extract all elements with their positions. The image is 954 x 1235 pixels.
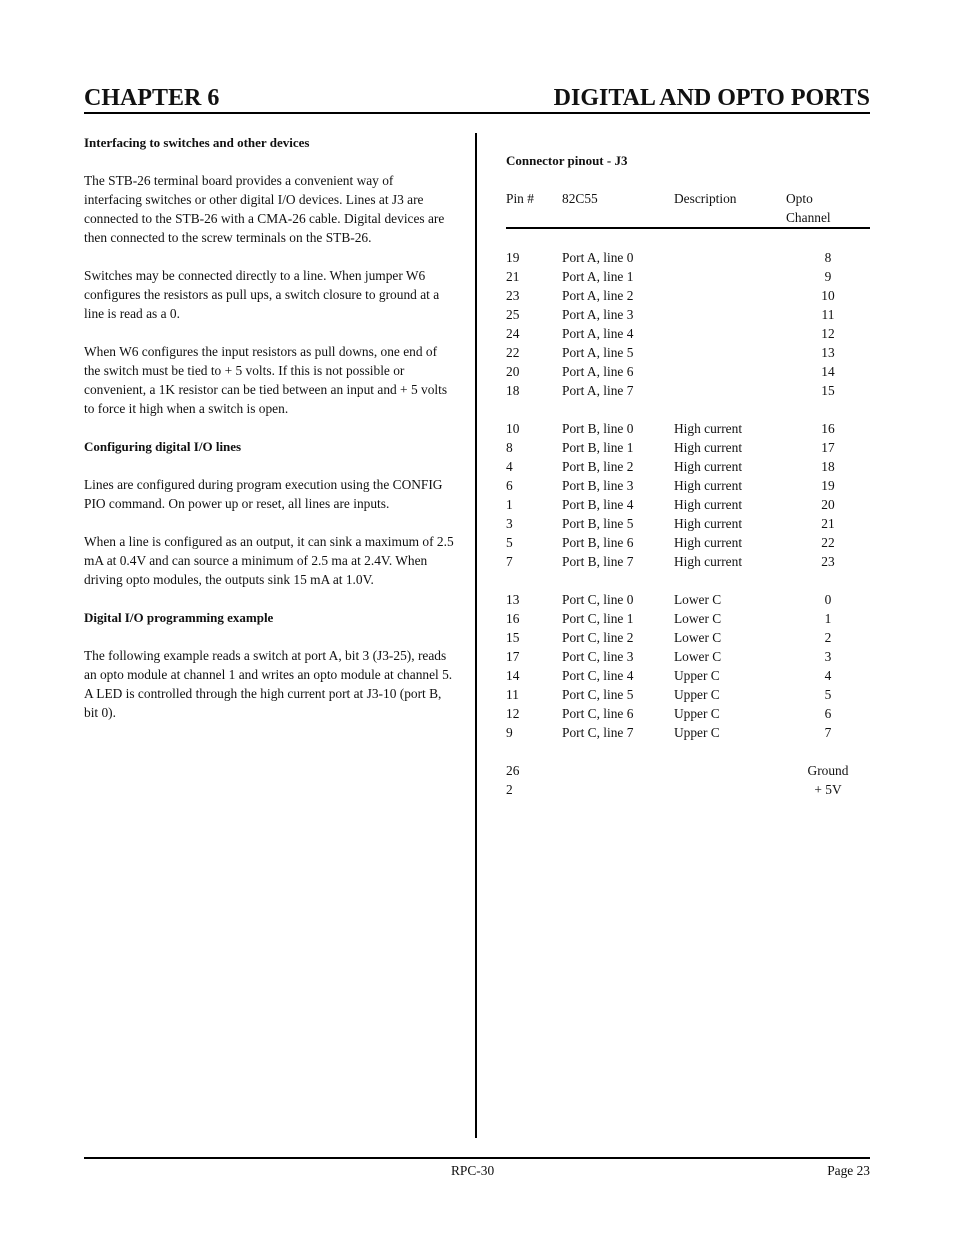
description-cell	[674, 780, 786, 799]
pin-cell: 7	[506, 554, 513, 569]
pin-cell: 23	[506, 288, 520, 303]
port-cell: Port A, line 5	[562, 345, 634, 360]
opto-channel-cell: 22	[821, 535, 835, 550]
opto-channel-cell: 10	[821, 288, 835, 303]
description-cell: High current	[674, 440, 743, 455]
pin-cell: 21	[506, 269, 520, 284]
description-cell	[674, 343, 786, 362]
description-cell: High current	[674, 497, 743, 512]
pin-cell: 3	[506, 516, 513, 531]
pinout-row	[506, 324, 870, 343]
opto-channel-cell: 18	[821, 459, 835, 474]
port-cell: Port B, line 6	[562, 535, 634, 550]
pinout-row	[506, 533, 870, 552]
port-cell: Port A, line 7	[562, 383, 634, 398]
port-cell: Port B, line 0	[562, 421, 634, 436]
column-header-opto-channel	[786, 189, 870, 228]
description-cell: High current	[674, 516, 743, 531]
description-cell	[674, 286, 786, 305]
port-cell	[562, 761, 674, 780]
section-heading-interfacing: Interfacing to switches and other devices	[84, 135, 310, 150]
opto-channel-cell: 17	[821, 440, 835, 455]
pinout-row	[506, 628, 870, 647]
opto-channel-cell: 11	[821, 307, 835, 322]
description-cell	[674, 267, 786, 286]
description-cell: High current	[674, 535, 743, 550]
opto-channel-cell: 14	[821, 364, 835, 379]
description-cell: Upper C	[674, 687, 720, 702]
column-header-channel: Channel	[786, 210, 831, 225]
opto-channel-cell: 20	[821, 497, 835, 512]
port-cell: Port A, line 2	[562, 288, 634, 303]
pinout-row	[506, 495, 870, 514]
pin-cell: 16	[506, 611, 520, 626]
port-cell: Port B, line 4	[562, 497, 634, 512]
pinout-row	[506, 438, 870, 457]
pinout-row	[506, 780, 870, 799]
opto-channel-cell: 2	[824, 630, 832, 645]
opto-channel-cell: 1	[824, 611, 832, 626]
pin-cell: 18	[506, 383, 520, 398]
pinout-row	[506, 552, 870, 571]
description-cell: Upper C	[674, 706, 720, 721]
pin-cell: 11	[506, 687, 519, 702]
opto-channel-cell: 13	[821, 345, 835, 360]
port-cell: Port C, line 5	[562, 687, 634, 702]
opto-channel-cell: 3	[824, 649, 832, 664]
port-cell: Port B, line 7	[562, 554, 634, 569]
paragraph-stb26: The STB-26 terminal board provides a convenient way of interfacing switches or other digital I/O devices. Lines at J3 are connected to the STB-26 with a CMA-26 cable. Digital devices are then connected to the screw terminals on the STB-26.	[84, 173, 445, 245]
pinout-body	[506, 228, 870, 799]
port-cell: Port A, line 1	[562, 269, 634, 284]
pin-cell: 8	[506, 440, 513, 455]
pin-cell: 6	[506, 478, 513, 493]
opto-channel-cell: 19	[821, 478, 835, 493]
description-cell: Upper C	[674, 668, 720, 683]
column-header-description: Description	[674, 191, 737, 206]
pinout-row	[506, 362, 870, 381]
description-cell	[674, 324, 786, 343]
group-spacer	[506, 228, 870, 248]
pin-cell: 5	[506, 535, 513, 550]
pin-cell: 26	[506, 763, 520, 778]
opto-channel-cell: 5	[824, 687, 832, 702]
description-cell	[674, 381, 786, 400]
pin-cell: 2	[506, 782, 513, 797]
group-spacer	[506, 742, 870, 761]
description-cell: High current	[674, 421, 743, 436]
description-cell: Lower C	[674, 611, 722, 626]
pinout-table	[506, 189, 870, 799]
opto-channel-cell: 12	[821, 326, 835, 341]
pinout-row	[506, 590, 870, 609]
opto-channel-cell: Ground	[807, 763, 849, 778]
pinout-row	[506, 476, 870, 495]
left-column	[84, 133, 454, 722]
description-cell	[674, 362, 786, 381]
pin-cell: 9	[506, 725, 513, 740]
port-cell	[562, 780, 674, 799]
paragraph-example: The following example reads a switch at port A, bit 3 (J3-25), reads an opto module at channel 1 and writes an opto module at channel 5. A LED is controlled through the high current port at J3-10 (port B, bit 0).	[84, 648, 453, 720]
pinout-row	[506, 248, 870, 267]
opto-channel-cell: 8	[824, 250, 832, 265]
pinout-row	[506, 286, 870, 305]
port-cell: Port C, line 3	[562, 649, 634, 664]
opto-channel-cell: 7	[824, 725, 832, 740]
pin-cell: 25	[506, 307, 520, 322]
column-header-pin: Pin #	[506, 191, 534, 206]
port-cell: Port B, line 5	[562, 516, 634, 531]
port-cell: Port B, line 1	[562, 440, 634, 455]
footer-document-name: RPC-30	[451, 1163, 495, 1178]
pin-cell: 15	[506, 630, 520, 645]
section-heading-example: Digital I/O programming example	[84, 610, 274, 625]
pinout-row	[506, 267, 870, 286]
pinout-row	[506, 666, 870, 685]
group-spacer	[506, 571, 870, 590]
pinout-row	[506, 305, 870, 324]
port-cell: Port B, line 2	[562, 459, 634, 474]
pinout-heading: Connector pinout - J3	[506, 153, 628, 168]
port-cell: Port C, line 7	[562, 725, 634, 740]
pinout-row	[506, 343, 870, 362]
pinout-row	[506, 761, 870, 780]
description-cell	[674, 305, 786, 324]
group-spacer	[506, 400, 870, 419]
pinout-row	[506, 685, 870, 704]
column-divider	[475, 133, 477, 1138]
opto-channel-cell: 23	[821, 554, 835, 569]
port-cell: Port A, line 4	[562, 326, 634, 341]
pinout-row	[506, 723, 870, 742]
pin-cell: 1	[506, 497, 513, 512]
description-cell	[674, 761, 786, 780]
description-cell: High current	[674, 554, 743, 569]
pin-cell: 13	[506, 592, 520, 607]
port-cell: Port A, line 0	[562, 250, 634, 265]
section-heading-configuring: Configuring digital I/O lines	[84, 439, 242, 454]
opto-channel-cell: 15	[821, 383, 835, 398]
column-header-opto: Opto	[786, 191, 813, 206]
opto-channel-cell: 21	[821, 516, 835, 531]
paragraph-pull-downs: When W6 configures the input resistors as pull downs, one end of the switch must be tied to + 5 volts. If this is not possible or convenient, a 1K resistor can be tied between an input and + 5 volts to force it high when a switch is open.	[84, 344, 448, 416]
opto-channel-cell: 4	[824, 668, 832, 683]
opto-channel-cell: 6	[824, 706, 832, 721]
port-cell: Port A, line 6	[562, 364, 634, 379]
pin-cell: 22	[506, 345, 520, 360]
port-cell: Port B, line 3	[562, 478, 634, 493]
opto-channel-cell: + 5V	[814, 782, 842, 797]
paragraph-config-pio: Lines are configured during program execution using the CONFIG PIO command. On power up or reset, all lines are inputs.	[84, 477, 443, 511]
description-cell: High current	[674, 478, 743, 493]
header-rule	[84, 112, 870, 114]
description-cell: High current	[674, 459, 743, 474]
column-header-82c55: 82C55	[562, 191, 598, 206]
pin-cell: 17	[506, 649, 520, 664]
description-cell: Lower C	[674, 649, 722, 664]
pinout-row	[506, 609, 870, 628]
pinout-row	[506, 704, 870, 723]
paragraph-switches: Switches may be connected directly to a line. When jumper W6 configures the resistors as pull ups, a switch closure to ground at a line is read as a 0.	[84, 268, 440, 321]
description-cell: Upper C	[674, 725, 720, 740]
port-cell: Port A, line 3	[562, 307, 634, 322]
pin-cell: 12	[506, 706, 520, 721]
pin-cell: 24	[506, 326, 520, 341]
pin-cell: 10	[506, 421, 520, 436]
footer-rule	[84, 1157, 870, 1159]
description-cell	[674, 248, 786, 267]
description-cell: Lower C	[674, 592, 722, 607]
pinout-row	[506, 419, 870, 438]
description-cell: Lower C	[674, 630, 722, 645]
opto-channel-cell: 0	[824, 592, 832, 607]
pin-cell: 20	[506, 364, 520, 379]
opto-channel-cell: 9	[824, 269, 832, 284]
pinout-row	[506, 381, 870, 400]
pin-cell: 14	[506, 668, 520, 683]
port-cell: Port C, line 6	[562, 706, 634, 721]
pinout-row	[506, 647, 870, 666]
right-column	[506, 151, 870, 799]
opto-channel-cell: 16	[821, 421, 835, 436]
paragraph-output-specs: When a line is configured as an output, it can sink a maximum of 2.5 mA at 0.4V and can source a minimum of 2.5 ma at 2.4V. When driving opto modules, the outputs sink 15 mA at 1.0V.	[84, 534, 454, 587]
pin-cell: 4	[506, 459, 513, 474]
port-cell: Port C, line 0	[562, 592, 634, 607]
chapter-number: CHAPTER 6	[84, 85, 220, 111]
port-cell: Port C, line 2	[562, 630, 634, 645]
port-cell: Port C, line 1	[562, 611, 634, 626]
footer-page-number: Page 23	[827, 1163, 870, 1178]
pinout-row	[506, 457, 870, 476]
port-cell: Port C, line 4	[562, 668, 634, 683]
pin-cell: 19	[506, 250, 520, 265]
pinout-header-row	[506, 189, 870, 228]
pinout-row	[506, 514, 870, 533]
chapter-title: DIGITAL AND OPTO PORTS	[553, 85, 870, 111]
